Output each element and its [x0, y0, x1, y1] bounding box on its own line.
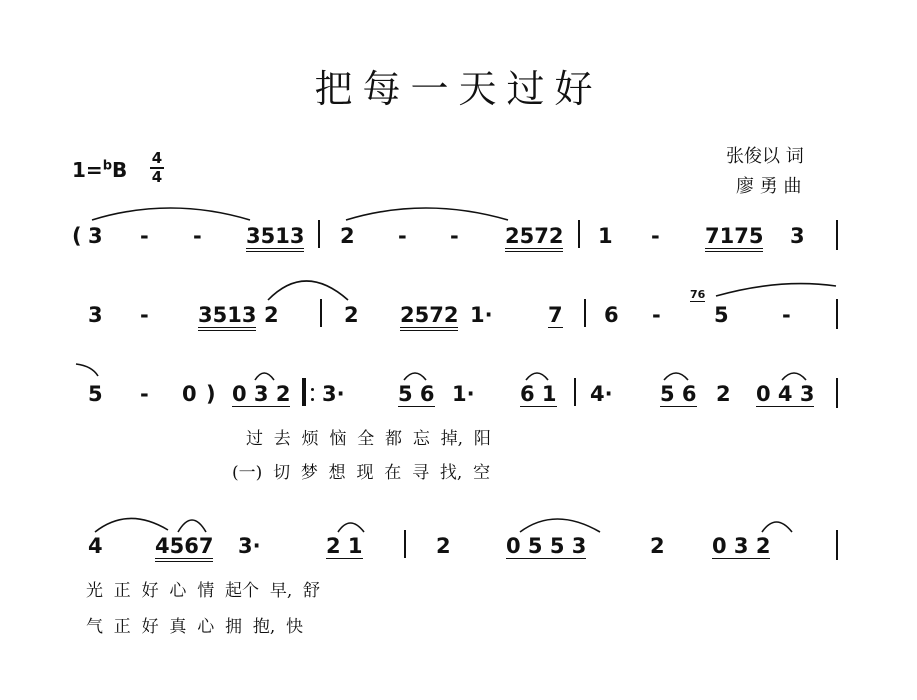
repeat-barline — [302, 378, 306, 406]
note: 7175 — [705, 224, 763, 252]
note: 0 — [182, 382, 197, 406]
note: 7 — [548, 303, 563, 327]
slur — [346, 208, 508, 220]
note: 3 — [88, 224, 103, 248]
note: ( — [72, 224, 82, 248]
lyrics-verse2-line1: (一) 切 梦 想 现 在 寻 找, 空 — [232, 463, 491, 483]
note: 0 4 3 — [756, 382, 815, 406]
note: - — [652, 303, 661, 327]
slur — [404, 373, 426, 380]
note: - — [450, 224, 459, 248]
barline — [404, 530, 406, 558]
note: - — [651, 224, 660, 248]
slur — [716, 284, 836, 296]
barline — [578, 220, 580, 248]
note: 5 6 — [398, 382, 435, 406]
slur — [92, 208, 250, 220]
note: 3· — [238, 534, 261, 558]
song-title: 把每一天过好 — [314, 67, 603, 111]
barline — [836, 530, 838, 560]
barline — [574, 378, 576, 406]
note: 0 3 2 — [712, 534, 771, 558]
note: 3513 — [198, 303, 256, 331]
slur — [664, 373, 688, 380]
note: 3 — [790, 224, 805, 248]
staff-row-1 — [0, 224, 917, 272]
slur — [178, 520, 206, 532]
note: 2 — [264, 303, 279, 327]
slur — [255, 373, 274, 380]
lyricist-credit: 张俊以 词 — [726, 146, 804, 167]
credits — [726, 142, 804, 202]
slur — [338, 523, 364, 532]
staff-row-3 — [0, 382, 917, 430]
note: - — [782, 303, 791, 327]
note: ) — [206, 382, 216, 406]
note: 1 — [598, 224, 613, 248]
note: 1· — [452, 382, 475, 406]
note: 2 — [436, 534, 451, 558]
lyrics-verse1-line1: 过 去 烦 恼 全 都 忘 掉, 阳 — [246, 429, 491, 449]
note: 5 — [714, 303, 729, 327]
note: 2 1 — [326, 534, 363, 558]
note: 0 3 2 — [232, 382, 291, 406]
note: 2 — [344, 303, 359, 327]
slur — [762, 522, 792, 532]
note: 2 — [340, 224, 355, 248]
note: 3· — [322, 382, 345, 406]
slur — [520, 519, 600, 532]
note: - — [140, 382, 149, 406]
slur — [268, 281, 348, 300]
note: - — [193, 224, 202, 248]
lyrics-verse1-line2: 光 正 好 心 情 起个 早, 舒 — [86, 581, 321, 601]
note: 5 6 — [660, 382, 697, 406]
note: 6 — [604, 303, 619, 327]
note: - — [140, 224, 149, 248]
slur — [95, 518, 168, 532]
slur — [526, 373, 548, 380]
note: 2572 — [400, 303, 458, 331]
note: 4 — [88, 534, 103, 558]
slur — [782, 373, 806, 380]
barline — [584, 299, 586, 327]
note: 3 — [88, 303, 103, 327]
barline — [836, 299, 838, 329]
note: - — [140, 303, 149, 327]
note: 1· — [470, 303, 493, 327]
barline — [836, 220, 838, 250]
note: - — [398, 224, 407, 248]
staff-row-4 — [0, 534, 917, 582]
note: 0 5 5 3 — [506, 534, 587, 558]
note: 4567 — [155, 534, 213, 562]
barline — [320, 299, 322, 327]
grace-notes: 76 — [690, 288, 706, 301]
note: 5 — [88, 382, 103, 406]
time-signature: 4 4 — [151, 149, 163, 186]
note: 6 1 — [520, 382, 557, 406]
composer-credit: 廖 勇 曲 — [736, 176, 802, 197]
slur — [76, 364, 98, 376]
note: 2 — [650, 534, 665, 558]
key-signature: 1=$^b$B — [72, 158, 128, 182]
note: 4· — [590, 382, 613, 406]
barline — [836, 378, 838, 408]
lyrics-verse2-line2: 气 正 好 真 心 拥 抱, 快 — [86, 617, 304, 637]
barline — [318, 220, 320, 248]
staff-row-2 — [0, 288, 917, 351]
note: 2572 — [505, 224, 563, 252]
note: 3513 — [246, 224, 304, 252]
note: 2 — [716, 382, 731, 406]
